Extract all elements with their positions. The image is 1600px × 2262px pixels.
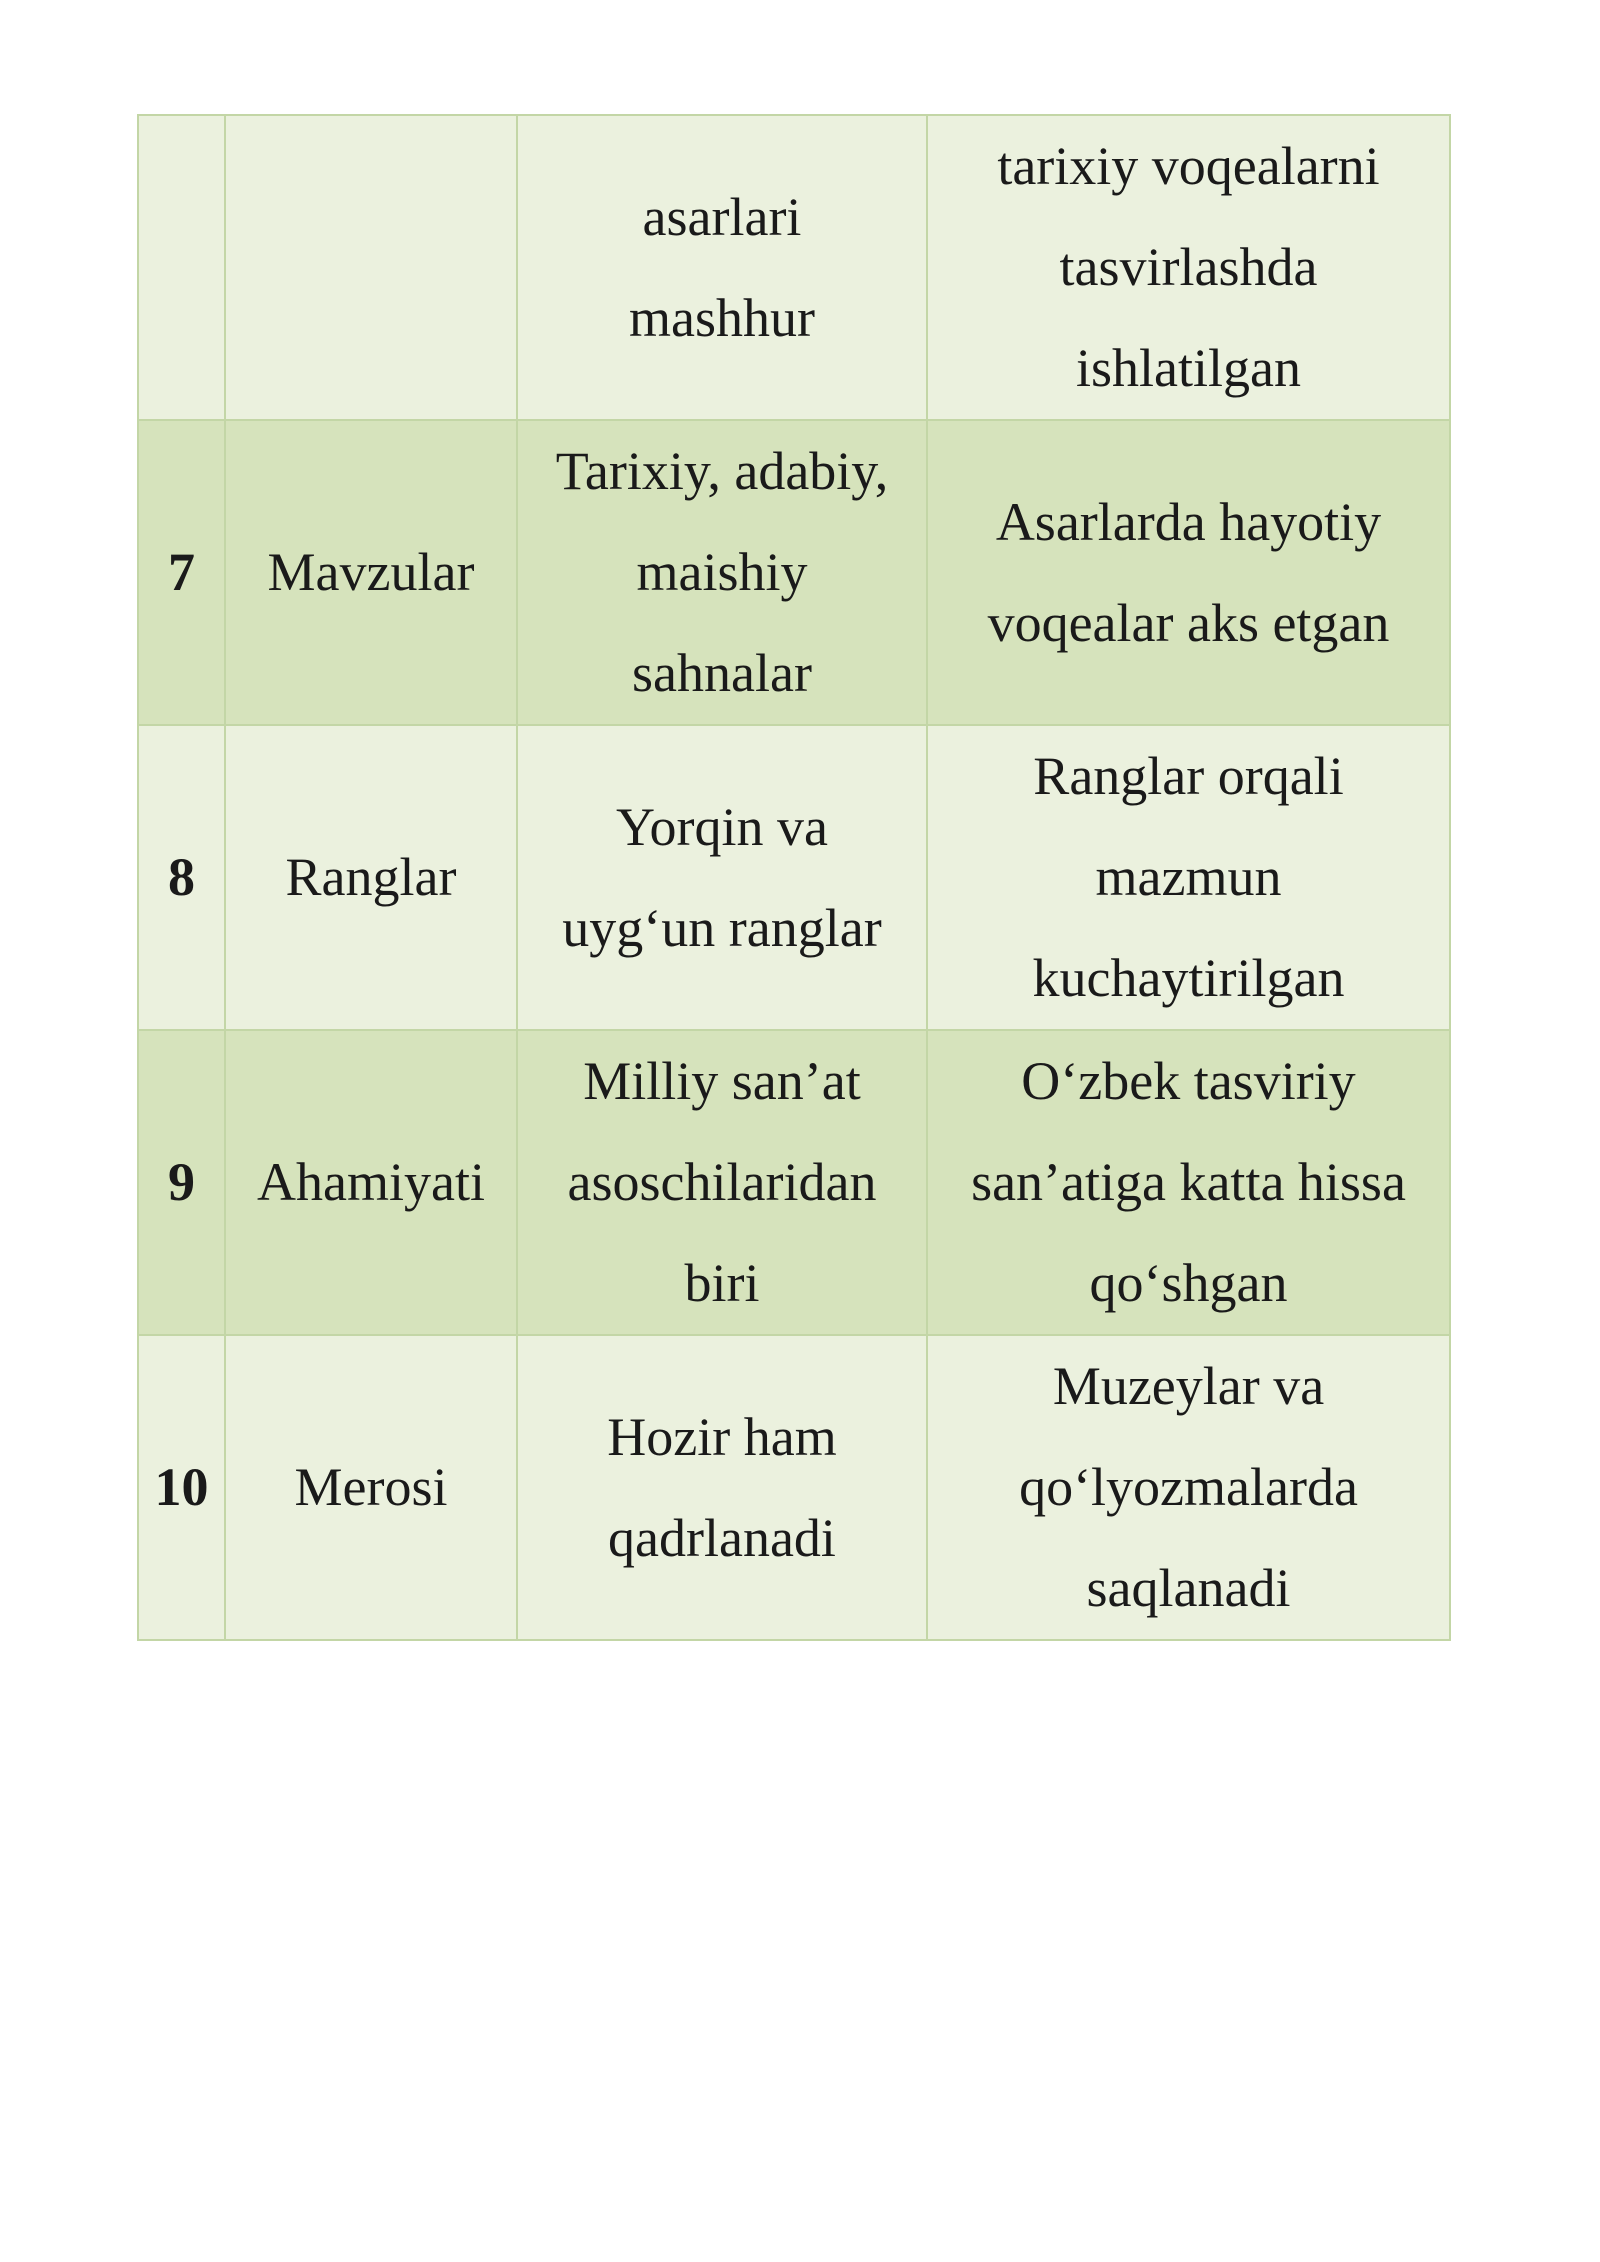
description-line: asoschilaridan [567,1152,877,1212]
row-name-cell: Mavzular [225,420,517,725]
note-line: kuchaytirilgan [1032,948,1345,1008]
row-name-cell: Merosi [225,1335,517,1640]
note-line: tasvirlashda [1059,237,1318,297]
note-line: mazmun [1095,847,1282,907]
description-line: maishiy [636,542,808,602]
description-line: Milliy san’at [583,1051,861,1111]
note-line: O‘zbek tasviriy [1021,1051,1356,1111]
description-line: Yorqin va [615,796,829,857]
row-description-cell [517,1030,927,1335]
data-table [137,114,1451,1641]
note-line: qo‘shgan [1089,1253,1288,1313]
note-line: Asarlarda hayotiy [995,491,1382,552]
table-row [138,725,1450,1030]
description-line: biri [684,1253,760,1313]
row-number-cell: 8 [138,725,225,1030]
note-line: ishlatilgan [1076,338,1301,398]
row-name-cell: Ahamiyati [225,1030,517,1335]
table-row [138,420,1450,725]
row-note-cell [927,1335,1450,1640]
row-description-cell [517,115,927,420]
row-number-cell: 10 [138,1335,225,1640]
note-line: tarixiy voqealarni [997,136,1380,196]
row-number-cell [138,115,225,420]
note-line: Ranglar orqali [1033,746,1344,806]
description-line: asarlari [642,186,802,247]
note-line: saqlanadi [1086,1558,1291,1618]
table-row [138,1030,1450,1335]
row-description-cell [517,1335,927,1640]
note-line: san’atiga katta hissa [971,1152,1406,1212]
note-line: qo‘lyozmalarda [1019,1457,1358,1517]
table-row [138,1335,1450,1640]
row-name-cell: Ranglar [225,725,517,1030]
row-number-cell: 9 [138,1030,225,1335]
note-line: Muzeylar va [1052,1356,1325,1416]
row-description-cell [517,725,927,1030]
row-number-cell: 7 [138,420,225,725]
table-body [138,115,1450,1640]
row-note-cell [927,1030,1450,1335]
row-name-cell [225,115,517,420]
description-line: sahnalar [632,643,812,703]
table-row [138,115,1450,420]
row-note-cell [927,420,1450,725]
description-line: Tarixiy, adabiy, [555,441,889,501]
description-line: mashhur [629,287,815,348]
description-line: Hozir ham [607,1406,837,1467]
row-note-cell [927,725,1450,1030]
description-line: qadrlanadi [608,1507,836,1568]
row-note-cell [927,115,1450,420]
row-description-cell [517,420,927,725]
note-line: voqealar aks etgan [987,592,1390,653]
description-line: uyg‘un ranglar [562,897,882,958]
